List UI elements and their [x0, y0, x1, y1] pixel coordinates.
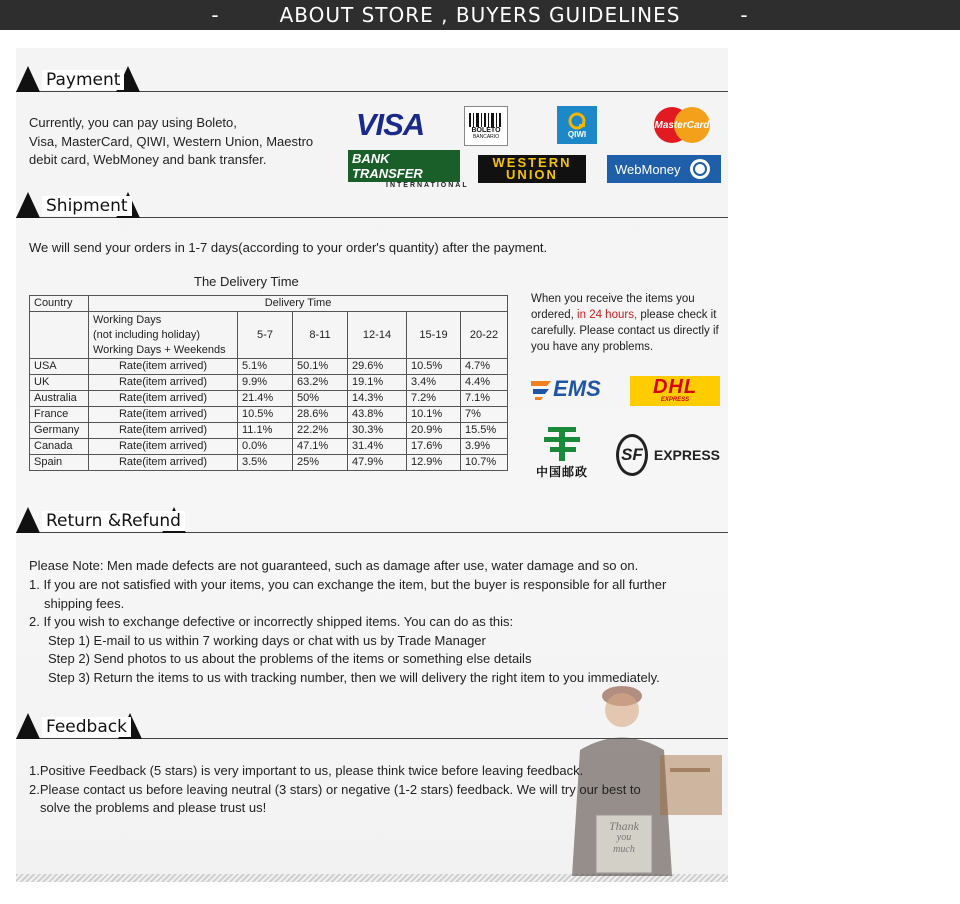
- working-days-note: (not including holiday): [93, 328, 201, 341]
- delivery-time-table: [29, 295, 508, 471]
- value-cell: 10.1%: [407, 407, 461, 423]
- value-cell: 47.1%: [293, 439, 348, 455]
- value-cell: 4.7%: [461, 359, 508, 375]
- bank-transfer-label: BANK TRANSFER: [348, 150, 460, 182]
- boleto-logo: [464, 106, 508, 146]
- rate-cell: Rate(item arrived): [89, 439, 238, 455]
- refund-line: 2. If you wish to exchange defective or incorrectly shipped items. You can do as this:: [29, 614, 514, 629]
- refund-line: Please Note: Men made defects are not guaranteed, such as damage after use, water damage and so on.: [29, 558, 639, 573]
- table-subheader-row: [30, 312, 508, 359]
- boleto-label: BOLETO: [471, 126, 501, 134]
- dhl-label: DHL: [652, 376, 698, 398]
- table-cell: [30, 312, 89, 359]
- bank-transfer-sublabel: INTERNATIONAL: [386, 181, 469, 189]
- value-cell: 50.1%: [293, 359, 348, 375]
- shipment-intro: We will send your orders in 1-7 days(according to your order's quantity) after the payment.: [29, 240, 548, 255]
- payment-text: [29, 114, 313, 170]
- rate-cell: Rate(item arrived): [89, 359, 238, 375]
- triangle-icon: [16, 507, 40, 533]
- sign-text: you: [616, 832, 632, 843]
- working-days-label: Working Days: [93, 313, 162, 326]
- table-row: [30, 359, 508, 375]
- note-text: When you receive the items you ordered,: [531, 293, 695, 321]
- value-cell: 31.4%: [348, 439, 407, 455]
- section-title-refund: Return &Refund: [42, 511, 185, 531]
- visa-logo: VISA: [355, 107, 425, 142]
- western-union-sublabel: UNION: [506, 167, 558, 182]
- rate-cell: Rate(item arrived): [89, 407, 238, 423]
- value-cell: 10.5%: [238, 407, 293, 423]
- china-post-logo: [530, 420, 594, 482]
- table-row: [30, 455, 508, 471]
- country-cell: USA: [30, 359, 89, 375]
- table-row: [30, 407, 508, 423]
- sign-text: Thank: [609, 819, 639, 833]
- sf-express-logo: [616, 432, 720, 478]
- table-header-row: [30, 296, 508, 312]
- payment-text-line: Visa, MasterCard, QIWI, Western Union, Maestro: [29, 133, 314, 149]
- triangle-icon: [16, 66, 40, 92]
- feedback-line: 1.Positive Feedback (5 stars) is very important to us, please think twice before leaving feedback.: [29, 763, 584, 778]
- value-cell: 29.6%: [348, 359, 407, 375]
- range-header: 12-14: [348, 312, 407, 359]
- value-cell: 7.1%: [461, 391, 508, 407]
- value-cell: 3.4%: [407, 375, 461, 391]
- value-cell: 25%: [293, 455, 348, 471]
- value-cell: 43.8%: [348, 407, 407, 423]
- section-rule: [16, 532, 728, 533]
- rate-cell: Rate(item arrived): [89, 375, 238, 391]
- triangle-icon: [16, 192, 40, 218]
- section-header-refund: [16, 505, 728, 535]
- value-cell: 17.6%: [407, 439, 461, 455]
- range-header: 15-19: [407, 312, 461, 359]
- value-cell: 3.5%: [238, 455, 293, 471]
- refund-step: Step 3) Return the items to us with tracking number, then we will delivery the right item to you immediately.: [48, 670, 660, 685]
- value-cell: 7.2%: [407, 391, 461, 407]
- value-cell: 0.0%: [238, 439, 293, 455]
- note-text: please check it carefully. Please contact us directly if you have any problems.: [531, 309, 719, 353]
- page-header: [0, 0, 960, 30]
- refund-step: Step 2) Send photos to us about the problems of the items or something else details: [48, 651, 532, 666]
- value-cell: 10.7%: [461, 455, 508, 471]
- webmoney-logo: [607, 155, 721, 183]
- country-header: Country: [30, 296, 89, 312]
- section-title-feedback: Feedback: [42, 717, 131, 737]
- section-title-shipment: Shipment: [42, 196, 132, 216]
- country-cell: Australia: [30, 391, 89, 407]
- value-cell: 5.1%: [238, 359, 293, 375]
- sign-text: much: [613, 844, 635, 855]
- value-cell: 9.9%: [238, 375, 293, 391]
- feedback-line: solve the problems and please trust us!: [40, 800, 267, 815]
- delivery-person-illustration: [560, 680, 725, 876]
- section-title-payment: Payment: [42, 70, 124, 90]
- country-cell: Spain: [30, 455, 89, 471]
- triangle-icon: [16, 713, 40, 739]
- value-cell: 21.4%: [238, 391, 293, 407]
- value-cell: 30.3%: [348, 423, 407, 439]
- payment-text-line: Currently, you can pay using Boleto,: [29, 115, 237, 130]
- country-cell: Germany: [30, 423, 89, 439]
- delivery-time-header: Delivery Time: [89, 296, 508, 312]
- thank-you-sign: [598, 820, 650, 856]
- rate-cell: Rate(item arrived): [89, 423, 238, 439]
- working-days-weekends: Working Days + Weekends: [93, 343, 226, 356]
- value-cell: 20.9%: [407, 423, 461, 439]
- range-header: 8-11: [293, 312, 348, 359]
- qiwi-mark-icon: [568, 112, 586, 130]
- qiwi-label: QIWI: [567, 129, 587, 139]
- section-header-payment: [16, 64, 728, 94]
- value-cell: 14.3%: [348, 391, 407, 407]
- table-row: [30, 423, 508, 439]
- table-row: [30, 391, 508, 407]
- delivery-table-title: The Delivery Time: [194, 274, 299, 289]
- barcode-icon: [468, 113, 504, 127]
- receive-items-note: [531, 291, 727, 355]
- refund-line: 1. If you are not satisfied with your items, you can exchange the item, but the buyer is responsible for all further: [29, 577, 667, 592]
- country-cell: UK: [30, 375, 89, 391]
- country-cell: France: [30, 407, 89, 423]
- value-cell: 19.1%: [348, 375, 407, 391]
- value-cell: 7%: [461, 407, 508, 423]
- value-cell: 15.5%: [461, 423, 508, 439]
- feedback-line: 2.Please contact us before leaving neutral (3 stars) or negative (1-2 stars) feedback. We will try our best to: [29, 782, 641, 797]
- value-cell: 4.4%: [461, 375, 508, 391]
- page-title: ABOUT STORE , BUYERS GUIDELINES: [279, 3, 681, 27]
- boleto-sublabel: BANCARIO: [472, 133, 500, 140]
- range-header: 20-22: [461, 312, 508, 359]
- value-cell: 10.5%: [407, 359, 461, 375]
- value-cell: 11.1%: [238, 423, 293, 439]
- western-union-label: WESTERN: [492, 155, 572, 170]
- qiwi-logo: [557, 106, 597, 144]
- country-cell: Canada: [30, 439, 89, 455]
- globe-icon: [689, 158, 711, 180]
- sf-mark-icon: SF: [616, 434, 648, 476]
- sf-express-label: EXPRESS: [653, 447, 720, 463]
- china-post-label: 中国邮政: [535, 464, 588, 479]
- ems-label: EMS: [553, 376, 601, 401]
- value-cell: 12.9%: [407, 455, 461, 471]
- refund-step: Step 1) E-mail to us within 7 working days or chat with us by Trade Manager: [48, 633, 486, 648]
- rate-cell: Rate(item arrived): [89, 391, 238, 407]
- china-post-emblem-icon: [542, 423, 582, 463]
- dhl-sublabel: EXPRESS: [660, 397, 690, 403]
- value-cell: 50%: [293, 391, 348, 407]
- value-cell: 63.2%: [293, 375, 348, 391]
- ems-logo: [530, 374, 602, 404]
- table-row: [30, 375, 508, 391]
- value-cell: 28.6%: [293, 407, 348, 423]
- value-cell: 22.2%: [293, 423, 348, 439]
- range-header: 5-7: [238, 312, 293, 359]
- mastercard-label: MasterCard: [654, 119, 710, 131]
- refund-line: shipping fees.: [44, 596, 125, 611]
- note-highlight: in 24 hours,: [577, 309, 638, 321]
- working-days-cell: [89, 312, 238, 359]
- webmoney-label: WebMoney: [615, 161, 681, 177]
- section-header-shipment: [16, 190, 728, 220]
- header-dash-left: -: [211, 3, 220, 27]
- value-cell: 47.9%: [348, 455, 407, 471]
- rate-cell: Rate(item arrived): [89, 455, 238, 471]
- header-dash-right: -: [740, 3, 749, 27]
- section-header-feedback: [16, 711, 728, 741]
- payment-text-line: debit card, WebMoney and bank transfer.: [29, 152, 267, 167]
- western-union-logo: [478, 155, 586, 183]
- table-row: [30, 439, 508, 455]
- bank-transfer-logo: [348, 150, 469, 189]
- ems-speed-icon: [531, 378, 553, 400]
- mastercard-logo: [651, 106, 713, 144]
- value-cell: 3.9%: [461, 439, 508, 455]
- dhl-logo: [630, 376, 720, 406]
